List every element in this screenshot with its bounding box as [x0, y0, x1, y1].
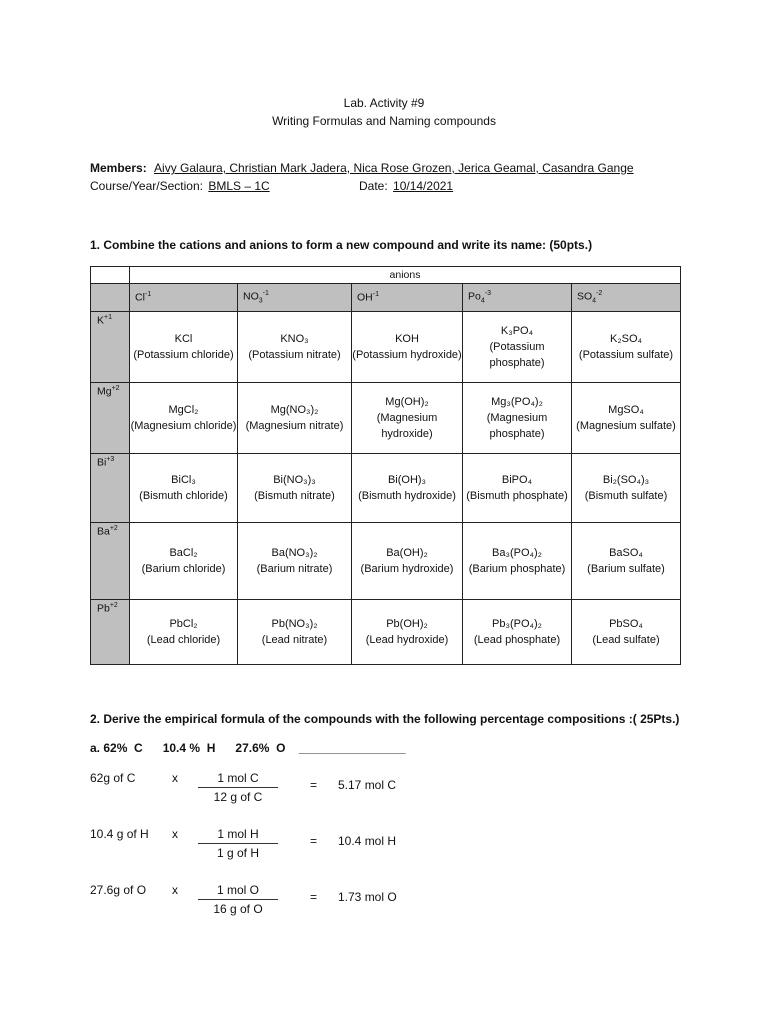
doc-subtitle: Writing Formulas and Naming compounds [272, 114, 496, 128]
anion-symbol: SO [577, 290, 593, 303]
calc-numerator: 1 mol O [198, 883, 278, 900]
compound-cell [463, 600, 572, 665]
cation-cell [91, 312, 130, 383]
compound-formula: BaCl₂ [169, 547, 198, 559]
compound-cell [463, 383, 572, 454]
cation-symbol: Pb [97, 602, 110, 615]
calc-result: 10.4 mol H [338, 834, 397, 848]
compound-name: (Barium chloride) [141, 563, 226, 575]
compound-name: (Barium nitrate) [256, 563, 333, 575]
compound-cell [130, 523, 238, 600]
compound-formula: Ba₃(PO₄)₂ [492, 547, 542, 559]
calc-denominator: 16 g of O [213, 902, 263, 916]
cation-cell [91, 383, 130, 454]
compound-name: (Bismuth phosphate) [466, 490, 568, 502]
compound-cell [572, 523, 681, 600]
cation-cell [91, 600, 130, 665]
compound-formula: Pb(OH)₂ [386, 618, 428, 630]
cation-symbol: K [97, 314, 105, 327]
calc-times: x [172, 883, 178, 897]
calc-denominator: 12 g of C [213, 790, 263, 804]
compound-formula: PbSO₄ [609, 618, 643, 630]
compound-formula: BiCl₃ [171, 474, 196, 486]
calc-equals: = [310, 834, 318, 848]
table-row [91, 523, 681, 600]
table-row [91, 383, 681, 454]
compound-name: (Bismuth hydroxide) [358, 490, 456, 502]
compound-name: (Lead nitrate) [261, 634, 328, 646]
course-label: Course/Year/Section: [90, 179, 203, 193]
part-a-answer-blank: ________________ [298, 741, 406, 755]
compound-formula: PbCl₂ [169, 618, 198, 630]
cation-symbol: Bi [97, 456, 107, 469]
compound-formula: Bi(NO₃)₃ [273, 474, 316, 486]
part-a-composition: a. 62% C 10.4 % H 27.6% O [90, 741, 286, 755]
compound-cell [130, 312, 238, 383]
anion-subscript: 4 [592, 297, 597, 305]
calc-fraction [198, 883, 278, 916]
compound-cell [352, 523, 463, 600]
compound-formula: BiPO₄ [501, 474, 533, 486]
compound-cell [238, 312, 352, 383]
anion-charge: -2 [596, 290, 603, 298]
anion-subscript: 3 [258, 297, 263, 305]
course-line [90, 179, 270, 193]
anion-charge: -3 [484, 290, 491, 298]
calc-given: 10.4 g of H [90, 827, 149, 841]
anion-header-2 [352, 284, 463, 312]
compound-name: (Barium sulfate) [587, 563, 665, 575]
doc-title: Lab. Activity #9 [343, 96, 425, 110]
table-row [91, 600, 681, 665]
compound-formula: KOH [395, 333, 419, 345]
cation-charge: +2 [111, 385, 120, 392]
compound-cell [352, 454, 463, 523]
anion-header-1 [238, 284, 352, 312]
compound-name: (Magnesium sulfate) [576, 420, 676, 432]
compound-name: (Lead hydroxide) [365, 634, 449, 646]
compound-formula: MgCl₂ [168, 404, 199, 416]
compound-name: (Bismuth chloride) [139, 490, 228, 502]
header-empty-cell [91, 267, 130, 284]
compound-formula: Pb₃(PO₄)₂ [492, 618, 542, 630]
compound-cell [238, 383, 352, 454]
calc-given: 62g of C [90, 771, 136, 785]
compound-name: (Lead phosphate) [473, 634, 561, 646]
compound-formula: Ba(NO₃)₂ [271, 547, 318, 559]
calc-result: 1.73 mol O [338, 890, 397, 904]
compound-formula: K₃PO₄ [500, 325, 534, 337]
compound-cell [463, 454, 572, 523]
compound-formula: Bi(OH)₃ [387, 474, 427, 486]
compound-name: (Potassium phosphate) [489, 341, 545, 369]
compound-name: (Barium phosphate) [468, 563, 566, 575]
compound-formula: KCl [174, 333, 193, 345]
anion-charge: -1 [144, 291, 152, 299]
compound-name: (Magnesium chloride) [130, 420, 237, 432]
calc-times: x [172, 771, 178, 785]
compound-name: (Bismuth sulfate) [584, 490, 668, 502]
compound-cell [352, 600, 463, 665]
calc-equals: = [310, 890, 318, 904]
members-line [90, 161, 634, 175]
compound-name: (Potassium chloride) [133, 349, 234, 361]
compound-name: (Bismuth nitrate) [254, 490, 335, 502]
anion-header-0 [130, 284, 238, 312]
members-label: Members: [90, 161, 147, 175]
compound-name: (Magnesium phosphate) [486, 412, 548, 440]
question-1: 1. Combine the cations and anions to form a new compound and write its name: (50pts.) [90, 238, 593, 252]
compound-formula: KNO₃ [280, 333, 309, 345]
compound-cell [238, 454, 352, 523]
compound-cell [463, 523, 572, 600]
calc-given: 27.6g of O [90, 883, 147, 897]
anion-symbol: Po [468, 290, 481, 303]
compound-cell [130, 383, 238, 454]
compound-cell [463, 312, 572, 383]
cation-cell [91, 523, 130, 600]
date-value: 10/14/2021 [393, 179, 454, 193]
compound-cell [572, 454, 681, 523]
calc-fraction [198, 827, 278, 860]
compound-cell [238, 600, 352, 665]
compound-cell [572, 600, 681, 665]
anion-subscript: 4 [480, 297, 485, 305]
cation-charge: +2 [109, 525, 118, 532]
compound-name: (Potassium sulfate) [578, 349, 674, 361]
anions-label: anions [130, 267, 681, 284]
date-line [359, 179, 453, 193]
anion-symbol: NO [243, 290, 259, 303]
table-row [91, 454, 681, 523]
compound-cell [238, 523, 352, 600]
calc-result: 5.17 mol C [338, 778, 397, 792]
part-a-label [90, 741, 406, 755]
compound-name: (Magnesium hydroxide) [376, 412, 438, 440]
compound-formula: Mg₃(PO₄)₂ [491, 396, 543, 408]
anion-header-4 [572, 284, 681, 312]
compound-formula: Mg(NO₃)₂ [270, 404, 319, 416]
calc-denominator: 1 g of H [216, 846, 260, 860]
calc-equals: = [310, 778, 318, 792]
calc-fraction [198, 771, 278, 804]
cation-cell [91, 454, 130, 523]
anion-symbol: Cl [135, 291, 145, 304]
compound-name: (Potassium hydroxide) [352, 349, 462, 361]
anion-row [91, 284, 681, 312]
compound-name: (Magnesium nitrate) [245, 420, 344, 432]
compound-formula: BaSO₄ [609, 547, 643, 559]
calc-times: x [172, 827, 178, 841]
anions-header-row [91, 267, 681, 284]
cation-symbol: Mg [97, 385, 112, 398]
calc-numerator: 1 mol C [198, 771, 278, 788]
compound-cell [352, 312, 463, 383]
anion-charge: -1 [262, 290, 269, 298]
compound-name: (Lead chloride) [146, 634, 221, 646]
compound-formula: Pb(NO₃)₂ [271, 618, 318, 630]
compound-formula: Ba(OH)₂ [386, 547, 428, 559]
cation-charge: +1 [104, 314, 112, 321]
cation-charge: +3 [106, 456, 115, 463]
compound-cell [572, 312, 681, 383]
cation-charge: +2 [109, 602, 118, 609]
compound-formula: Bi₂(SO₄)₃ [602, 474, 650, 486]
compound-cell [130, 454, 238, 523]
anion-header-3 [463, 284, 572, 312]
compound-cell [572, 383, 681, 454]
compound-cell [130, 600, 238, 665]
course-value: BMLS – 1C [208, 179, 270, 193]
compound-cell [352, 383, 463, 454]
compound-formula: Mg(OH)₂ [385, 396, 429, 408]
compound-formula: MgSO₄ [608, 404, 644, 416]
anion-symbol: OH [357, 291, 373, 304]
compounds-table [90, 266, 681, 665]
cation-symbol: Ba [97, 525, 110, 538]
question-2: 2. Derive the empirical formula of the compounds with the following percentage compositions :( 25Pts.) [90, 712, 680, 726]
corner-cell [91, 284, 130, 312]
compound-formula: K₂SO₄ [610, 333, 642, 345]
members-value: Aivy Galaura, Christian Mark Jadera, Nica Rose Grozen, Jerica Geamal, Casandra Gange [154, 161, 634, 175]
anion-charge: -1 [372, 291, 379, 299]
table-row [91, 312, 681, 383]
compound-name: (Lead sulfate) [592, 634, 660, 646]
calc-numerator: 1 mol H [198, 827, 278, 844]
compound-name: (Potassium nitrate) [248, 349, 341, 361]
date-label: Date: [359, 179, 388, 193]
compound-name: (Barium hydroxide) [360, 563, 454, 575]
